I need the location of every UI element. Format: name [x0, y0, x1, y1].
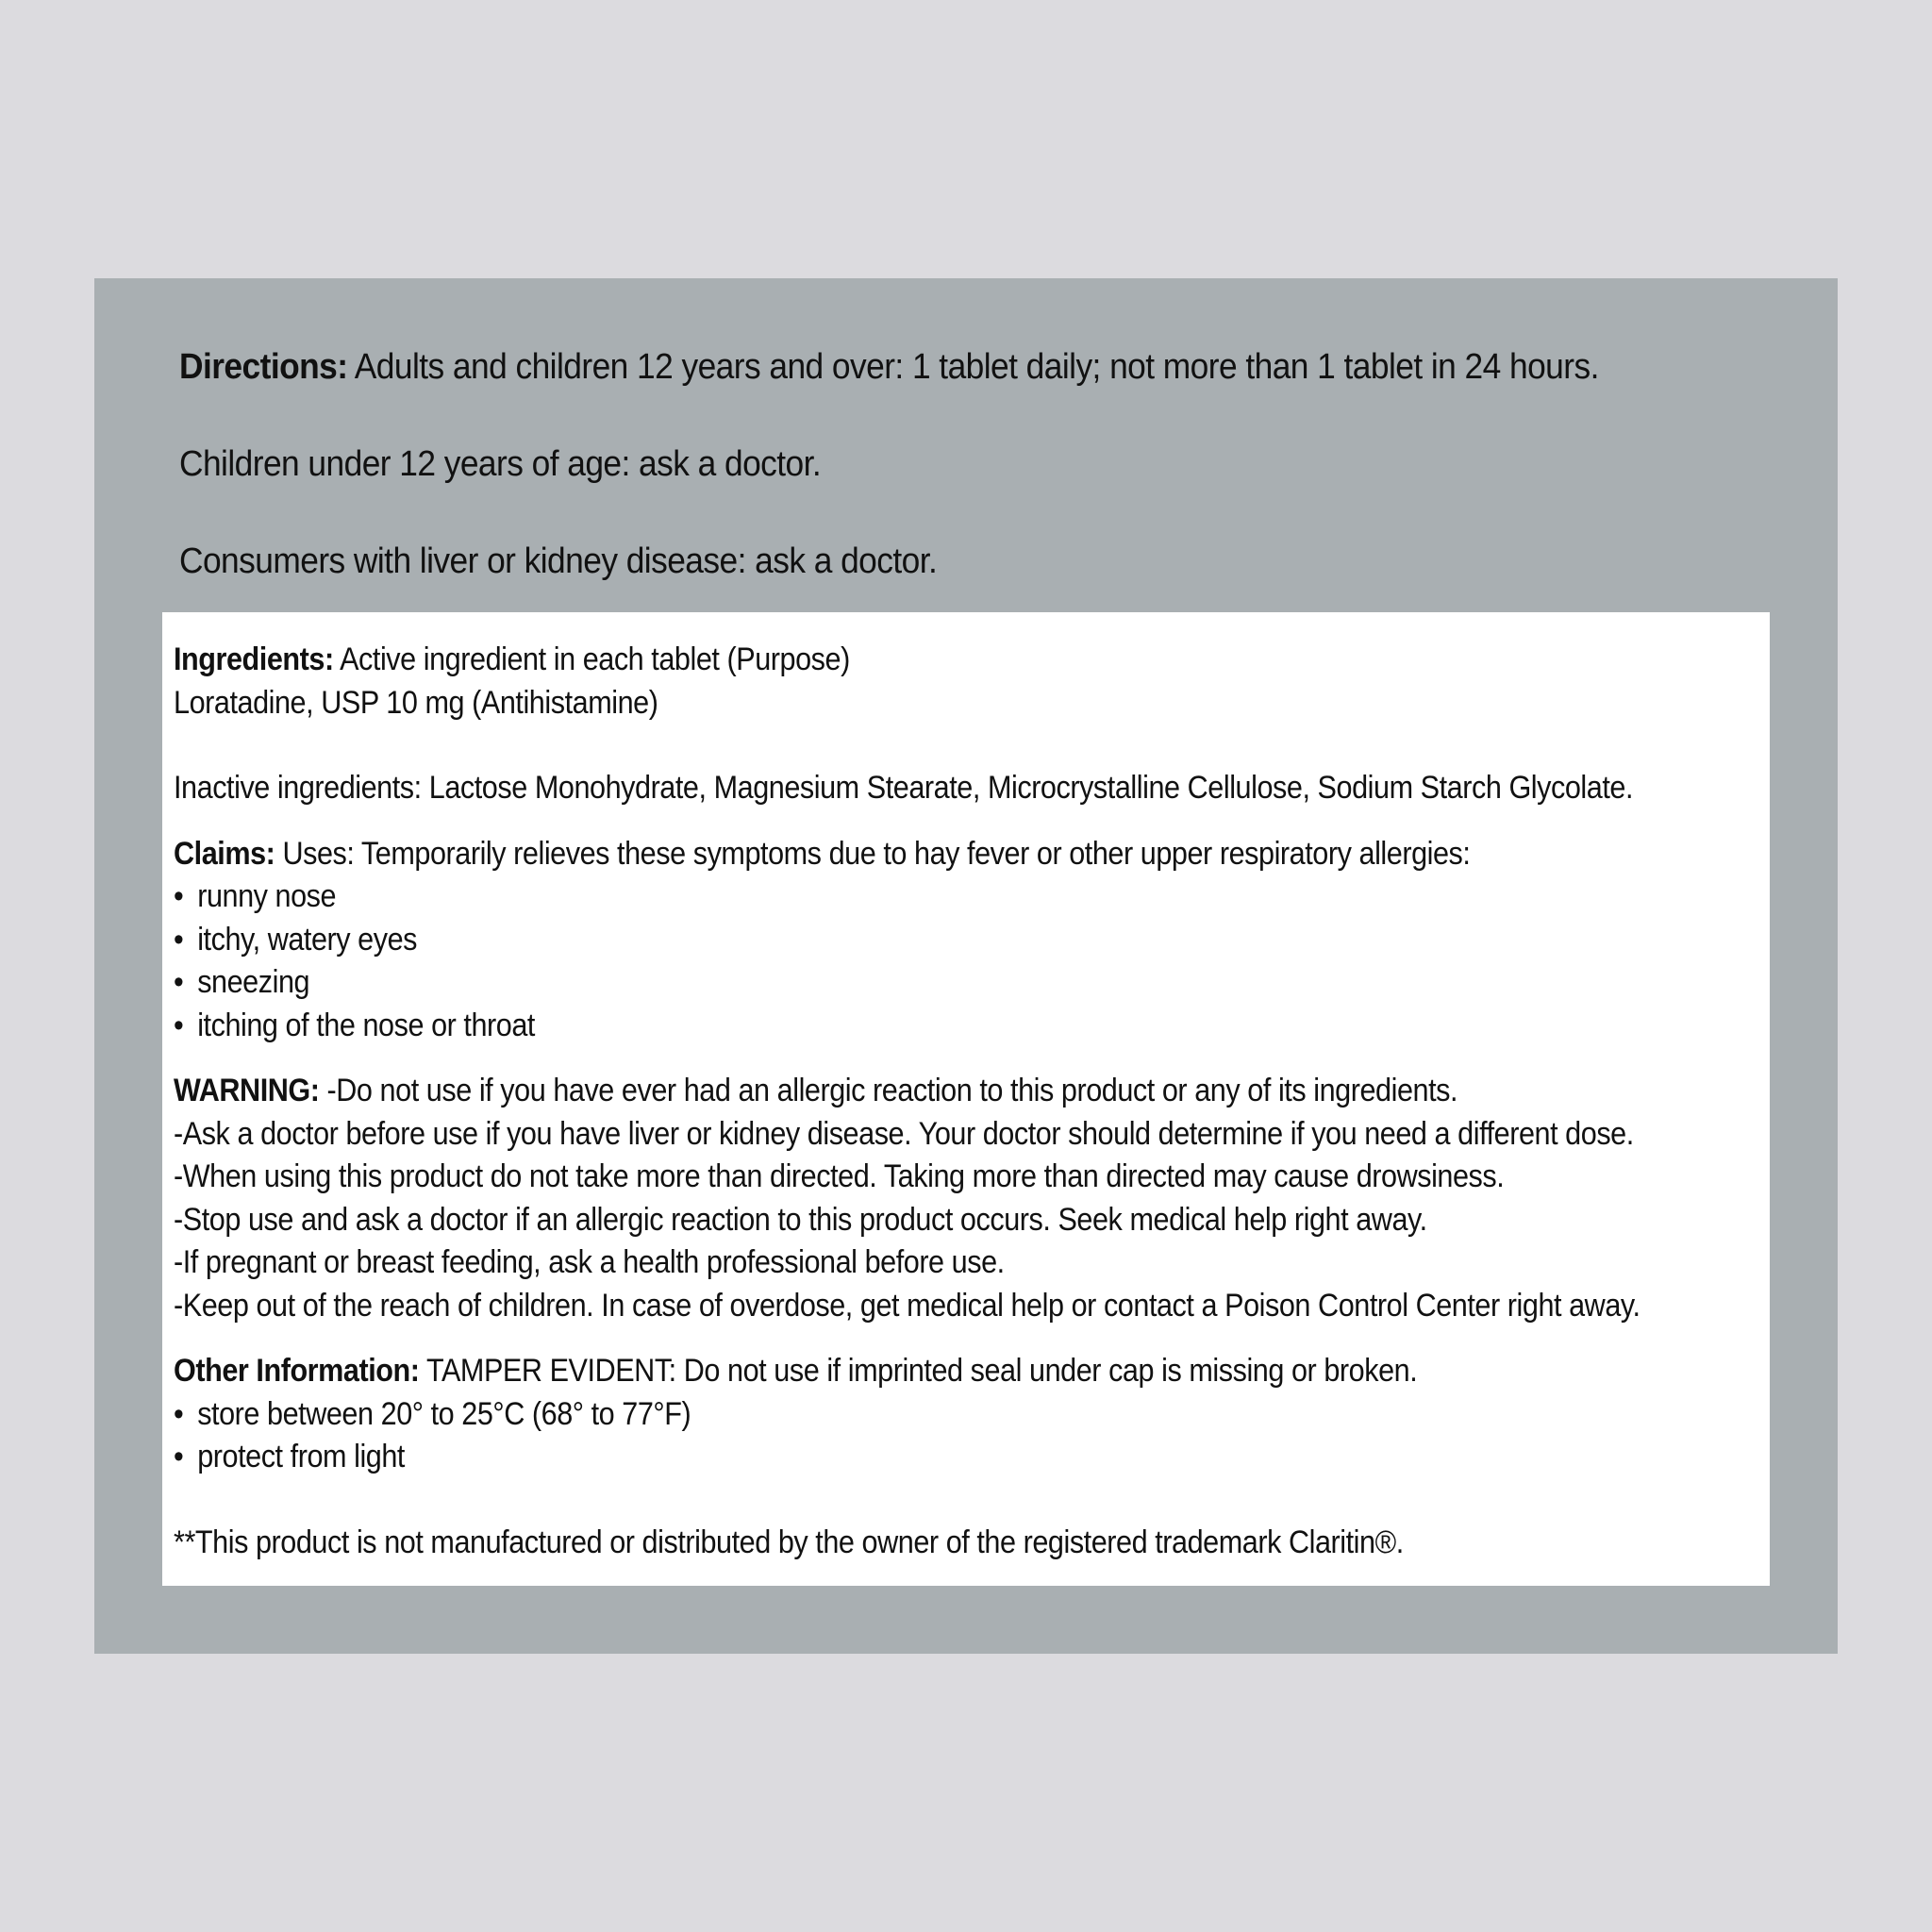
active-ingredient: Loratadine, USP 10 mg (Antihistamine) [174, 684, 658, 721]
directions-line-2: Children under 12 years of age: ask a doctor. [179, 444, 822, 484]
warning-line-1 [174, 1070, 1770, 1113]
claims-list [174, 875, 1770, 1047]
info-box [162, 612, 1770, 1586]
list-item: • store between 20° to 25°C (68° to 77°F) [174, 1393, 1770, 1437]
ingredients-line [174, 639, 1770, 682]
active-ingredient-intro: Active ingredient in each tablet (Purpose) [340, 641, 850, 677]
claims-section [174, 833, 1770, 1048]
warning-line-4: -Stop use and ask a doctor if an allergic reaction to this product occurs. Seek medical help right away. [174, 1201, 1427, 1238]
list-item: • sneezing [174, 961, 1770, 1005]
other-info-list [174, 1393, 1770, 1479]
claims-heading: Claims: [174, 835, 275, 872]
directions-heading: Directions: [179, 347, 348, 387]
warning-line-2: -Ask a doctor before use if you have liver or kidney disease. Your doctor should determine if you need a different dose. [174, 1115, 1634, 1152]
other-info-line [174, 1350, 1770, 1393]
list-item: • protect from light [174, 1436, 1770, 1479]
trademark-disclaimer: **This product is not manufactured or distributed by the owner of the registered trademark Claritin®. [174, 1524, 1404, 1560]
other-info-heading: Other Information: [174, 1353, 420, 1389]
ingredients-heading: Ingredients: [174, 641, 334, 677]
claims-line [174, 833, 1770, 876]
warning-line-5: -If pregnant or breast feeding, ask a health professional before use. [174, 1244, 1005, 1280]
directions-text-1: Adults and children 12 years and over: 1 tablet daily; not more than 1 tablet in 24 hours. [354, 347, 1599, 387]
claims-intro: Uses: Temporarily relieves these symptoms due to hay fever or other upper respiratory allergies: [282, 835, 1471, 872]
warning-line-3: -When using this product do not take more than directed. Taking more than directed may cause drowsiness. [174, 1158, 1505, 1194]
directions-line-1 [179, 344, 1671, 390]
inactive-ingredients: Inactive ingredients: Lactose Monohydrate, Magnesium Stearate, Microcrystalline Cellulose, Sodium Starch Glycolate. [174, 770, 1634, 806]
list-item: • itching of the nose or throat [174, 1005, 1770, 1048]
directions-section [179, 344, 1671, 636]
ingredients-section [174, 639, 1770, 810]
other-info-intro: TAMPER EVIDENT: Do not use if imprinted seal under cap is missing or broken. [426, 1353, 1418, 1389]
label-panel [94, 278, 1838, 1654]
warning-text-1: -Do not use if you have ever had an allergic reaction to this product or any of its ingredients. [326, 1073, 1458, 1108]
list-item: • runny nose [174, 875, 1770, 919]
warning-line-6: -Keep out of the reach of children. In case of overdose, get medical help or contact a Poison Control Center right away. [174, 1287, 1641, 1324]
directions-line-3: Consumers with liver or kidney disease: ask a doctor. [179, 541, 938, 581]
warning-heading: WARNING: [174, 1073, 320, 1108]
info-content [174, 639, 1770, 1564]
list-item: • itchy, watery eyes [174, 919, 1770, 962]
warning-section [174, 1070, 1770, 1327]
other-info-section [174, 1350, 1770, 1479]
